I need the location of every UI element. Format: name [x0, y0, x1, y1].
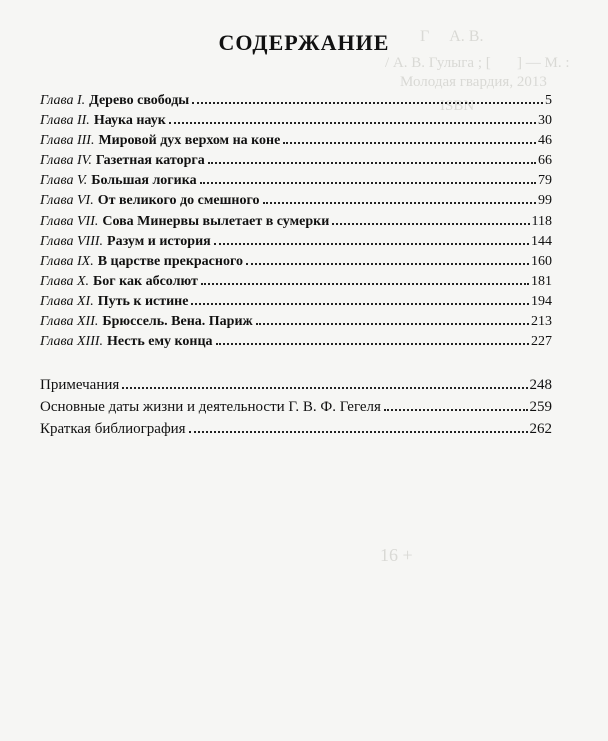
chapter-title: Дерево свободы	[89, 93, 190, 108]
dot-leader	[214, 243, 529, 245]
toc-chapter-row	[40, 313, 552, 331]
toc-appendix-row	[40, 374, 552, 396]
page-title: СОДЕРЖАНИЕ	[218, 30, 390, 55]
chapter-title: Путь к истине	[97, 293, 189, 309]
dot-leader	[122, 387, 527, 389]
page-number: 181	[531, 273, 552, 289]
chapter-number: Глава VII.	[40, 213, 99, 229]
chapter-title: Мировой дух верхом на коне	[98, 133, 281, 149]
dot-leader	[246, 263, 529, 265]
chapter-number: Глава XII.	[40, 314, 99, 330]
chapter-number: Глава VI.	[40, 193, 94, 209]
toc-chapter-row	[40, 213, 552, 231]
dot-leader	[192, 102, 543, 104]
dot-leader	[189, 431, 528, 433]
page-number: 144	[531, 233, 552, 249]
page-number: 259	[529, 399, 552, 415]
appendix-title: Примечания	[40, 377, 120, 393]
bleed-through-text	[335, 600, 339, 617]
dot-leader	[332, 223, 529, 225]
chapter-title: Наука наук	[93, 113, 166, 129]
chapter-number: Глава IX.	[40, 253, 94, 269]
appendix-title: Основные даты жизни и деятельности Г. В. Ф. Гегеля	[40, 399, 381, 415]
page-number: 160	[531, 253, 552, 269]
chapter-list	[40, 92, 552, 353]
page-number: 5	[545, 93, 552, 108]
toc-chapter-row	[40, 273, 552, 291]
page-number: 262	[529, 421, 552, 437]
chapter-title: В царстве прекрасного	[97, 253, 243, 269]
page-number: 227	[531, 334, 552, 350]
toc-chapter-row	[40, 253, 552, 271]
chapter-title: Сова Минервы вылетает в сумерки	[102, 213, 330, 229]
page-number: 248	[529, 377, 552, 393]
bleed-through-text: Г А. В.	[420, 28, 484, 45]
chapter-number: Глава XIII.	[40, 334, 104, 350]
chapter-number: Глава X.	[40, 273, 90, 289]
chapter-title: От великого до смешного	[97, 193, 260, 209]
dot-leader	[191, 303, 529, 305]
chapter-number: Глава IV.	[40, 153, 92, 169]
chapter-number: Глава I.	[40, 93, 86, 108]
page-number: 66	[538, 153, 552, 169]
chapter-number: Глава VIII.	[40, 233, 104, 249]
chapter-title: Брюссель. Вена. Париж	[102, 314, 253, 330]
bleed-through-text: Молодая гвардия, 2013	[400, 74, 547, 90]
dot-leader	[216, 343, 529, 345]
dot-leader	[256, 323, 529, 325]
page-number: 30	[538, 113, 552, 129]
toc-chapter-row	[40, 132, 552, 150]
dot-leader	[200, 182, 536, 184]
dot-leader	[263, 202, 537, 204]
chapter-number: Глава V.	[40, 173, 88, 189]
toc-appendix-row	[40, 396, 552, 418]
appendix-title: Краткая библиография	[40, 421, 186, 437]
chapter-title: Разум и история	[107, 233, 211, 249]
chapter-title: Несть ему конца	[107, 334, 213, 350]
toc-chapter-row	[40, 192, 552, 210]
chapter-title: Большая логика	[91, 173, 197, 189]
page-number: 46	[538, 133, 552, 149]
toc-chapter-row	[40, 293, 552, 311]
dot-leader	[201, 283, 529, 285]
toc-chapter-row	[40, 152, 552, 170]
page-number: 194	[531, 293, 552, 309]
bleed-through-text: / А. В. Гулыга ; [ ] — М. :	[385, 55, 570, 71]
dot-leader	[208, 162, 536, 164]
toc-chapter-row	[40, 112, 552, 130]
page-number: 213	[531, 314, 552, 330]
chapter-title: Газетная каторга	[95, 153, 205, 169]
toc-chapter-row	[40, 333, 552, 351]
dot-leader	[283, 142, 536, 144]
appendix-list	[40, 374, 552, 440]
dot-leader	[169, 122, 536, 124]
chapter-number: Глава III.	[40, 133, 95, 149]
bleed-through-text	[325, 645, 329, 662]
chapter-title: Бог как абсолют	[93, 273, 198, 289]
page-number: 118	[531, 213, 552, 229]
bleed-through-text: 16 +	[380, 545, 413, 565]
page-number: 99	[538, 193, 552, 209]
toc-appendix-row	[40, 418, 552, 440]
toc-chapter-row	[40, 92, 552, 110]
bleed-through-text: ISBN	[440, 98, 475, 114]
toc-chapter-row	[40, 233, 552, 251]
chapter-number: Глава XI.	[40, 293, 94, 309]
page-number: 79	[538, 173, 552, 189]
chapter-number: Глава II.	[40, 113, 90, 129]
toc-chapter-row	[40, 172, 552, 190]
dot-leader	[384, 409, 528, 411]
